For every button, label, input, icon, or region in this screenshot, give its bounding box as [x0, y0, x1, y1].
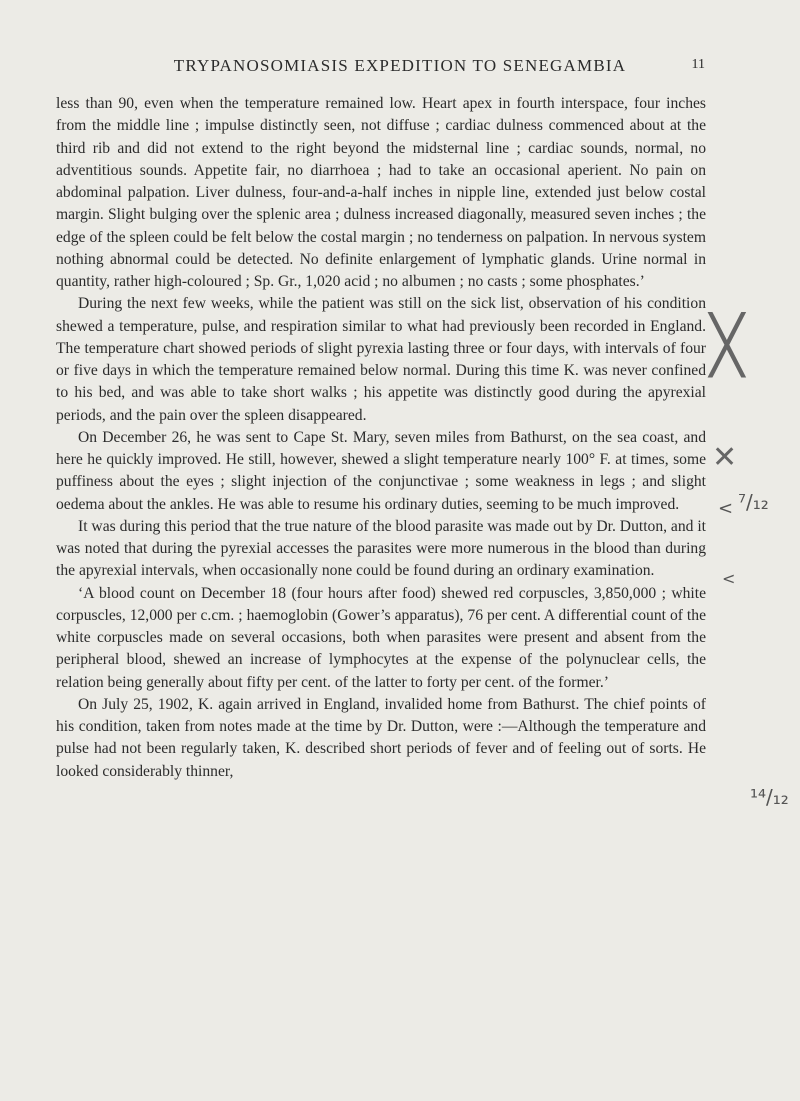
- margin-caret-mark: <: [718, 498, 734, 519]
- margin-caret-mark-2: <: [722, 569, 736, 588]
- paragraph-2: During the next few weeks, while the patient was still on the sick list, observation of his condition shewed a temperature, pulse, and respiration similar to what had previously been recorded in England. The temperature chart showed periods of slight pyrexia lasting three or four days, with intervals of four or five days in which the temperature remained below normal. During this time K. was never confined to his bed, and was able to take short walks ; his appetite was distinctly good during the apyrexial periods, and the pain over the spleen disappeared.: [56, 295, 706, 424]
- paragraph-6: On July 25, 1902, K. again arrived in England, invalided home from Bathurst. The chief points of his condition, taken from notes made at the time by Dr. Dutton, were :—Although the temperature and pulse had not been regularly taken, K. described short periods of fever and of feeling out of sorts. He looked considerably thinner,: [56, 695, 706, 780]
- page-number: 11: [691, 57, 705, 72]
- margin-date-note-2: ¹⁴/₁₂: [750, 785, 789, 809]
- margin-cross-mark-small: ✕: [712, 440, 738, 475]
- page-header: [0, 50, 800, 80]
- margin-cross-mark: ╳: [710, 313, 744, 378]
- margin-date-note: ⁷/₁₂: [738, 490, 769, 514]
- paragraph-3: On December 26, he was sent to Cape St. Mary, seven miles from Bathurst, on the sea coast, and here he quickly improved. He still, however, shewed a slight temperature nearly 100° F. at times, some puffiness about the eyes ; slight injection of the conjunctivae ; some weakness in legs ; and slight oedema about the ankles. He was able to resume his ordinary duties, seeming to be much improved.: [56, 428, 706, 513]
- paragraph-4: It was during this period that the true nature of the blood parasite was made out by Dr. Dutton, and it was noted that during the pyrexial accesses the parasites were more numerous in the blood than during the apyrexial intervals, when occasionally none could be found during an ordinary examination.: [56, 517, 706, 580]
- body-text: [56, 93, 706, 783]
- running-head: TRYPANOSOMIASIS EXPEDITION TO SENEGAMBIA: [173, 56, 627, 75]
- paragraph-5: ‘A blood count on December 18 (four hours after food) shewed red corpuscles, 3,850,000 ; white corpuscles, 12,000 per c.cm. ; haemoglobin (Gower’s apparatus), 76 per cent. A differential count of the white corpuscles made on several occasions, both when parasites were present and absent from the peripheral blood, shewed an increase of lymphocytes at the expense of the polynuclear cells, the relation being generally about fifty per cent. of the latter to forty per cent. of the former.’: [56, 584, 706, 691]
- paragraph-1: less than 90, even when the temperature remained low. Heart apex in fourth interspace, four inches from the middle line ; impulse distinctly seen, not diffuse ; cardiac dulness commenced about at the third rib and did not extend to the right beyond the midsternal line ; cardiac sounds, normal, no adventitious sounds. Appetite fair, no diarrhoea ; had to take an occasional aperient. No pain on abdominal palpation. Liver dulness, four-and-a-half inches in nipple line, extended just below costal margin. Slight bulging over the splenic area ; dulness increased diagonally, measured seven inches ; the edge of the spleen could be felt below the costal margin ; no tenderness on palpation. In nervous system nothing abnormal could be detected. No definite enlargement of lymphatic glands. Urine normal in quantity, rather high-coloured ; Sp. Gr., 1,020 acid ; no albumen ; no casts ; some phosphates.’: [56, 95, 706, 290]
